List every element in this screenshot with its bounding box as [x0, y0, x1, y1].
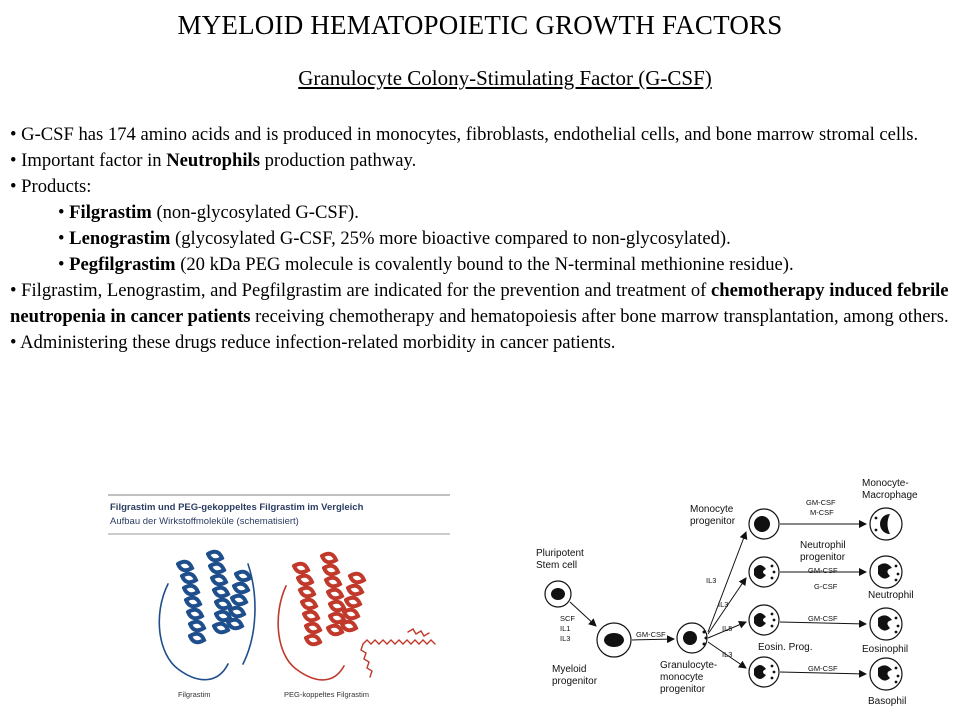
- sub-bullet-lenograstim: • Lenograstim (glycosylated G-CSF, 25% more bioactive compared to non-glycosylated).: [58, 228, 731, 249]
- figure-subtitle: Aufbau der Wirkstoffmoleküle (schematisiert): [110, 516, 299, 527]
- page-title: MYELOID HEMATOPOIETIC GROWTH FACTORS: [177, 10, 783, 40]
- label-m-csf: M-CSF: [810, 508, 834, 517]
- bullet-3: • Products:: [10, 176, 92, 197]
- sub-bullet-filgrastim: • Filgrastim (non-glycosylated G-CSF).: [58, 202, 359, 223]
- label-pluripotent: Pluripotent Stem cell: [536, 548, 584, 571]
- sub-bullet-pegfilgrastim: • Pegfilgrastim (20 kDa PEG molecule is covalently bound to the N-terminal methionine residue).: [58, 254, 794, 275]
- label-eosinophil: Eosinophil: [862, 644, 909, 655]
- label-il3-d: IL3: [722, 650, 733, 659]
- label-il1: IL1: [560, 624, 571, 633]
- bullet-1: • G-CSF has 174 amino acids and is produced in monocytes, fibroblasts, endothelial cells, and bone marrow stromal cells.: [10, 124, 919, 145]
- caption-peg-filgrastim: PEG-koppeltes Filgrastim: [284, 690, 370, 699]
- protein-structures: [108, 494, 452, 720]
- label-gm-csf-4: GM-CSF: [808, 664, 838, 673]
- bullet-2: • Important factor in Neutrophils production pathway.: [10, 150, 417, 171]
- caption-filgrastim: Filgrastim: [178, 690, 211, 699]
- figure-title: Filgrastim und PEG-gekoppeltes Filgrastim im Vergleich: [110, 502, 364, 513]
- label-gm-csf-1: GM-CSF: [806, 498, 836, 507]
- label-il3: IL3: [560, 634, 571, 643]
- label-eosin-prog: Eosin. Prog.: [758, 642, 813, 653]
- peg-filgrastim-molecule: [278, 554, 435, 680]
- label-scf: SCF: [560, 614, 575, 623]
- label-neutrophil-progenitor: Neutrophil progenitor: [800, 540, 846, 563]
- filgrastim-molecule: [159, 552, 255, 680]
- label-il3-c: IL3: [718, 600, 729, 609]
- bullet-5: • Administering these drugs reduce infection-related morbidity in cancer patients.: [10, 332, 616, 353]
- label-il3-b: IL3: [706, 576, 717, 585]
- bullet-4: • Filgrastim, Lenograstim, and Pegfilgrastim are indicated for the prevention and treatment of chemotherapy induced febrile neutropenia in cancer patients receiving chemotherapy and hematopoiesis after bone marrow transplantation, among others.: [10, 280, 949, 327]
- page-subtitle: Granulocyte Colony-Stimulating Factor (G-CSF): [298, 66, 712, 90]
- bullet-list: [10, 122, 950, 356]
- label-g-csf: G-CSF: [814, 582, 838, 591]
- label-basophil: Basophil: [868, 696, 907, 707]
- label-gm-progenitor: Granulocyte- monocyte progenitor: [660, 660, 718, 695]
- label-monocyte-macrophage: Monocyte- Macrophage: [862, 478, 918, 501]
- label-il5: IL5: [722, 624, 733, 633]
- filgrastim-comparison-figure: [108, 494, 452, 720]
- label-gm-csf-3: GM-CSF: [808, 614, 838, 623]
- label-gm-csf-main: GM-CSF: [636, 630, 666, 639]
- myeloid-differentiation-diagram: [510, 474, 960, 720]
- label-gm-csf-2: GM-CSF: [808, 566, 838, 575]
- label-monocyte-progenitor: Monocyte progenitor: [690, 504, 736, 527]
- bold-neutrophils: Neutrophils: [166, 150, 260, 171]
- label-myeloid-progenitor: Myeloid progenitor: [552, 664, 598, 687]
- label-neutrophil: Neutrophil: [868, 590, 914, 601]
